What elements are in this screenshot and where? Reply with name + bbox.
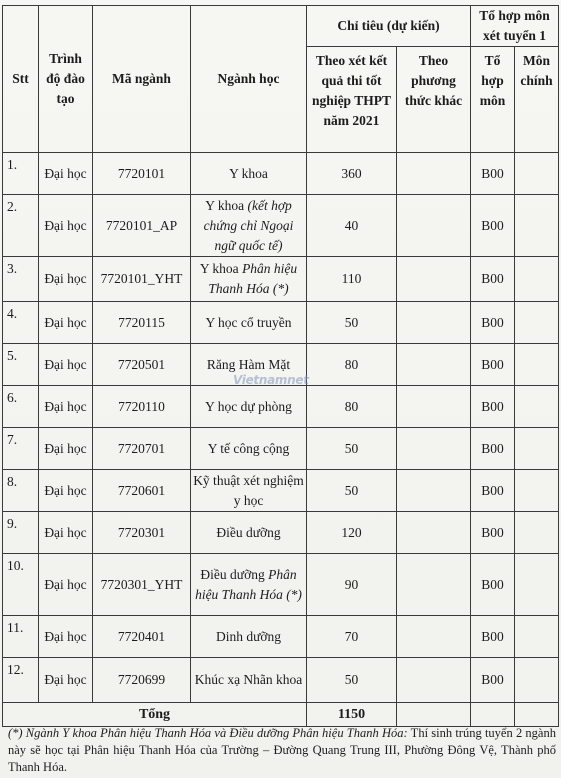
table-row bbox=[3, 616, 559, 658]
cell-main-subject bbox=[515, 658, 559, 703]
cell-quota-exam: 80 bbox=[307, 344, 397, 386]
cell-quota-exam: 80 bbox=[307, 386, 397, 428]
total-empty-main bbox=[515, 703, 559, 727]
cell-major bbox=[191, 554, 307, 616]
cell-quota-exam: 120 bbox=[307, 512, 397, 554]
cell-stt: 8. bbox=[3, 470, 39, 512]
cell-level: Đại học bbox=[39, 195, 93, 257]
table-row bbox=[3, 386, 559, 428]
header-main-subject: Môn chính bbox=[515, 47, 559, 153]
cell-combo: B00 bbox=[471, 428, 515, 470]
cell-major bbox=[191, 428, 307, 470]
total-empty-combo bbox=[471, 703, 515, 727]
cell-level: Đại học bbox=[39, 512, 93, 554]
major-text: Y tế công cộng bbox=[207, 440, 290, 456]
footnote bbox=[8, 725, 556, 776]
major-note: Phân hiệu Thanh Hóa (*) bbox=[195, 566, 302, 602]
cell-code: 7720301_YHT bbox=[93, 554, 191, 616]
footnote-lead: (*) Ngành Y khoa Phân hiệu Thanh Hóa và Điều dưỡng Phân hiệu Thanh Hóa: bbox=[8, 726, 408, 740]
cell-quota-exam: 360 bbox=[307, 153, 397, 195]
header-quota-exam: Theo xét kết quả thi tốt nghiệp THPT năm 2021 bbox=[307, 47, 397, 153]
cell-level: Đại học bbox=[39, 470, 93, 512]
cell-main-subject bbox=[515, 428, 559, 470]
cell-stt: 4. bbox=[3, 302, 39, 344]
table-row bbox=[3, 428, 559, 470]
table-row bbox=[3, 554, 559, 616]
major-text: Điều dưỡng bbox=[200, 566, 269, 582]
cell-code: 7720110 bbox=[93, 386, 191, 428]
cell-code: 7720601 bbox=[93, 470, 191, 512]
table-row bbox=[3, 512, 559, 554]
cell-quota-exam: 50 bbox=[307, 658, 397, 703]
cell-stt: 3. bbox=[3, 257, 39, 302]
table-row bbox=[3, 153, 559, 195]
major-text: Y khoa bbox=[205, 197, 248, 213]
cell-stt: 11. bbox=[3, 616, 39, 658]
cell-stt: 5. bbox=[3, 344, 39, 386]
major-text: Y học cổ truyền bbox=[205, 314, 292, 330]
total-row bbox=[3, 703, 559, 727]
cell-major bbox=[191, 153, 307, 195]
cell-level: Đại học bbox=[39, 554, 93, 616]
footnote-text: Thí sinh trúng tuyển 2 ngành này sẽ học tại Phân hiệu Thanh Hóa của Trường – Đường Quang Trung III, Phường Đông Vệ, Thành phố Thanh Hóa. bbox=[8, 726, 556, 774]
cell-combo: B00 bbox=[471, 195, 515, 257]
cell-quota-exam: 40 bbox=[307, 195, 397, 257]
cell-major bbox=[191, 386, 307, 428]
cell-main-subject bbox=[515, 470, 559, 512]
cell-code: 7720501 bbox=[93, 344, 191, 386]
cell-level: Đại học bbox=[39, 386, 93, 428]
cell-stt: 2. bbox=[3, 195, 39, 257]
major-text: Dinh dưỡng bbox=[215, 628, 282, 644]
cell-code: 7720101 bbox=[93, 153, 191, 195]
cell-main-subject bbox=[515, 344, 559, 386]
cell-quota-other bbox=[397, 616, 471, 658]
cell-code: 7720101_YHT bbox=[93, 257, 191, 302]
major-text: Y học dự phòng bbox=[205, 398, 292, 414]
cell-quota-other bbox=[397, 302, 471, 344]
cell-combo: B00 bbox=[471, 616, 515, 658]
header-level: Trình độ đào tạo bbox=[39, 6, 93, 153]
cell-major bbox=[191, 470, 307, 512]
cell-stt: 1. bbox=[3, 153, 39, 195]
cell-stt: 6. bbox=[3, 386, 39, 428]
cell-combo: B00 bbox=[471, 344, 515, 386]
header-quota-other: Theo phương thức khác bbox=[397, 47, 471, 153]
header-combo: Tổ hợp môn bbox=[471, 47, 515, 153]
table-row bbox=[3, 257, 559, 302]
cell-code: 7720699 bbox=[93, 658, 191, 703]
cell-code: 7720101_AP bbox=[93, 195, 191, 257]
cell-combo: B00 bbox=[471, 470, 515, 512]
cell-major bbox=[191, 195, 307, 257]
header-combo-group: Tổ hợp môn xét tuyển 1 bbox=[471, 6, 559, 47]
cell-major bbox=[191, 512, 307, 554]
cell-level: Đại học bbox=[39, 302, 93, 344]
cell-main-subject bbox=[515, 257, 559, 302]
cell-quota-exam: 90 bbox=[307, 554, 397, 616]
cell-major bbox=[191, 302, 307, 344]
major-note: Phân hiệu Thanh Hóa (*) bbox=[208, 261, 298, 296]
cell-stt: 7. bbox=[3, 428, 39, 470]
cell-quota-exam: 50 bbox=[307, 428, 397, 470]
cell-level: Đại học bbox=[39, 616, 93, 658]
cell-quota-exam: 110 bbox=[307, 257, 397, 302]
cell-quota-other bbox=[397, 554, 471, 616]
total-empty-other bbox=[397, 703, 471, 727]
cell-quota-other bbox=[397, 658, 471, 703]
cell-quota-other bbox=[397, 195, 471, 257]
header-code: Mã ngành bbox=[93, 6, 191, 153]
cell-major bbox=[191, 616, 307, 658]
major-note: (kết hợp chứng chỉ Ngoại ngữ quốc tế) bbox=[203, 197, 294, 253]
cell-level: Đại học bbox=[39, 153, 93, 195]
cell-main-subject bbox=[515, 386, 559, 428]
cell-level: Đại học bbox=[39, 344, 93, 386]
table-row bbox=[3, 195, 559, 257]
cell-level: Đại học bbox=[39, 257, 93, 302]
cell-quota-exam: 50 bbox=[307, 470, 397, 512]
vietnamnet-watermark: Vietnamnet bbox=[233, 373, 309, 387]
cell-combo: B00 bbox=[471, 512, 515, 554]
cell-stt: 12. bbox=[3, 658, 39, 703]
cell-code: 7720701 bbox=[93, 428, 191, 470]
cell-code: 7720115 bbox=[93, 302, 191, 344]
cell-quota-other bbox=[397, 470, 471, 512]
cell-main-subject bbox=[515, 554, 559, 616]
cell-quota-other bbox=[397, 386, 471, 428]
cell-combo: B00 bbox=[471, 386, 515, 428]
cell-combo: B00 bbox=[471, 658, 515, 703]
cell-quota-exam: 50 bbox=[307, 302, 397, 344]
cell-main-subject bbox=[515, 302, 559, 344]
admissions-table bbox=[2, 5, 559, 727]
cell-quota-other bbox=[397, 344, 471, 386]
cell-level: Đại học bbox=[39, 658, 93, 703]
cell-quota-other bbox=[397, 512, 471, 554]
header-stt: Stt bbox=[3, 6, 39, 153]
table-row bbox=[3, 302, 559, 344]
header-major: Ngành học bbox=[191, 6, 307, 153]
cell-major bbox=[191, 658, 307, 703]
cell-combo: B00 bbox=[471, 257, 515, 302]
cell-stt: 9. bbox=[3, 512, 39, 554]
cell-code: 7720401 bbox=[93, 616, 191, 658]
cell-combo: B00 bbox=[471, 302, 515, 344]
cell-code: 7720301 bbox=[93, 512, 191, 554]
cell-main-subject bbox=[515, 616, 559, 658]
cell-stt: 10. bbox=[3, 554, 39, 616]
major-text: Y khoa bbox=[229, 165, 268, 181]
major-text: Khúc xạ Nhãn khoa bbox=[194, 672, 303, 687]
cell-main-subject bbox=[515, 195, 559, 257]
cell-quota-other bbox=[397, 428, 471, 470]
cell-main-subject bbox=[515, 153, 559, 195]
cell-main-subject bbox=[515, 512, 559, 554]
cell-quota-exam: 70 bbox=[307, 616, 397, 658]
total-value: 1150 bbox=[307, 703, 397, 727]
major-text: Kỹ thuật xét nghiệm y học bbox=[193, 472, 304, 508]
total-label: Tổng bbox=[3, 703, 307, 727]
table-body bbox=[3, 153, 559, 727]
cell-quota-other bbox=[397, 153, 471, 195]
major-text: Y khoa bbox=[199, 261, 243, 276]
major-text: Răng Hàm Mặt bbox=[206, 356, 291, 372]
cell-combo: B00 bbox=[471, 554, 515, 616]
cell-quota-other bbox=[397, 257, 471, 302]
table-header bbox=[3, 6, 559, 153]
cell-level: Đại học bbox=[39, 428, 93, 470]
header-quota-group: Chỉ tiêu (dự kiến) bbox=[307, 6, 471, 47]
cell-major bbox=[191, 257, 307, 302]
table-row bbox=[3, 470, 559, 512]
cell-combo: B00 bbox=[471, 153, 515, 195]
major-text: Điều dưỡng bbox=[216, 524, 281, 540]
table-row bbox=[3, 658, 559, 703]
